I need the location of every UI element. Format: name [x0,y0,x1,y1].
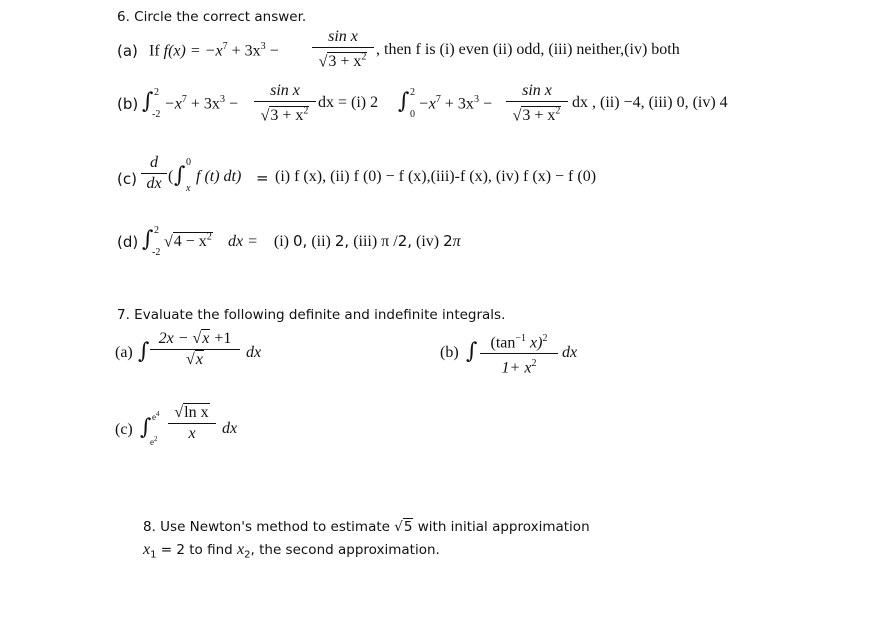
q7c-dx: dx [222,420,238,437]
q7b-integral-sign: ∫ [466,339,478,364]
q6a-plus: + 3x [231,42,261,60]
q7b-label: (b) [440,344,459,361]
q6c-equals: = [256,169,269,187]
q6b-label: (b) [117,95,139,113]
q6a-suffix: , then f is (i) even (ii) odd, (iii) neither,(iv) both [376,41,680,58]
q6c-open-paren: ( [168,168,174,185]
q8-line2: $x_1 = 2$ to find $x_2$, the second approximation. [143,541,440,561]
q6b-integrand-2: $-x^7 + 3x^3$ − [418,94,492,113]
q7a-fraction: 2x − √x +1 √x [150,330,240,369]
q6b-fraction: sin x $√3 + x^2$ [254,82,316,125]
q6b-fraction-2: sin x $√3 + x^2$ [506,82,568,125]
q6c-derivative: d dx [141,154,167,193]
q6b-integral-sign-2: ∫ 2 0 [398,87,415,120]
q6a-func: f(x) = −x [163,42,223,60]
q7c-fraction: √ln x x [168,404,216,443]
q7b-dx: dx [562,344,578,361]
q7a-label: (a) [115,344,133,361]
q6a-expression: If $f(x) = -x^7 + 3x^3$ − [149,41,279,60]
q6b-mid: dx = (i) 2 [318,94,379,111]
q6a-fraction: sin x $√3 + x^2$ [312,28,374,71]
q6d-options: dx = (i) 0, (ii) 2, (iii) π /2, (iv) 2π [228,232,461,250]
q6c-options: (i) f (x), (ii) f (0) − f (x),(iii)-f (x), (iv) f (x) − f (0) [275,168,597,185]
q6a-label: (a) [117,42,138,60]
q6a-frac-den: 3 + x [328,53,362,71]
q7a-dx: dx [246,344,262,361]
q6-heading: 6. Circle the correct answer. [117,9,307,25]
q6d-label: (d) [117,233,139,251]
q6a-frac-num: sin x [328,28,358,45]
q7-heading: 7. Evaluate the following definite and indefinite integrals. [117,307,506,323]
q6b-integrand: $-x^7 + 3x^3$ − [164,94,238,113]
q7b-fraction: ($\tan^{-1}$ x)$^2$ $1+ x^2$ [480,330,558,378]
q6c-body: f (t) dt) [196,168,242,185]
q6a-prefix: If [149,42,160,60]
q6d-radical: $√4 - x^2$ [164,232,212,251]
q7c-integral-sign: ∫ $e^4$ $e^2$ [140,410,160,447]
q6d-integral-sign: ∫ 2 -2 [142,225,161,258]
q7a-integral-sign: ∫ [138,339,150,364]
q6b-integral-sign: ∫ 2 -2 [142,87,161,120]
q6c-integral-sign: ∫ 0 x [174,157,191,194]
q7c-label: (c) [115,421,133,438]
q6b-tail: dx , (ii) −4, (iii) 0, (iv) 4 [572,94,728,111]
q8-line1: 8. Use Newton's method to estimate √5 with initial approximation [143,519,590,535]
q6c-label: (c) [117,170,137,188]
